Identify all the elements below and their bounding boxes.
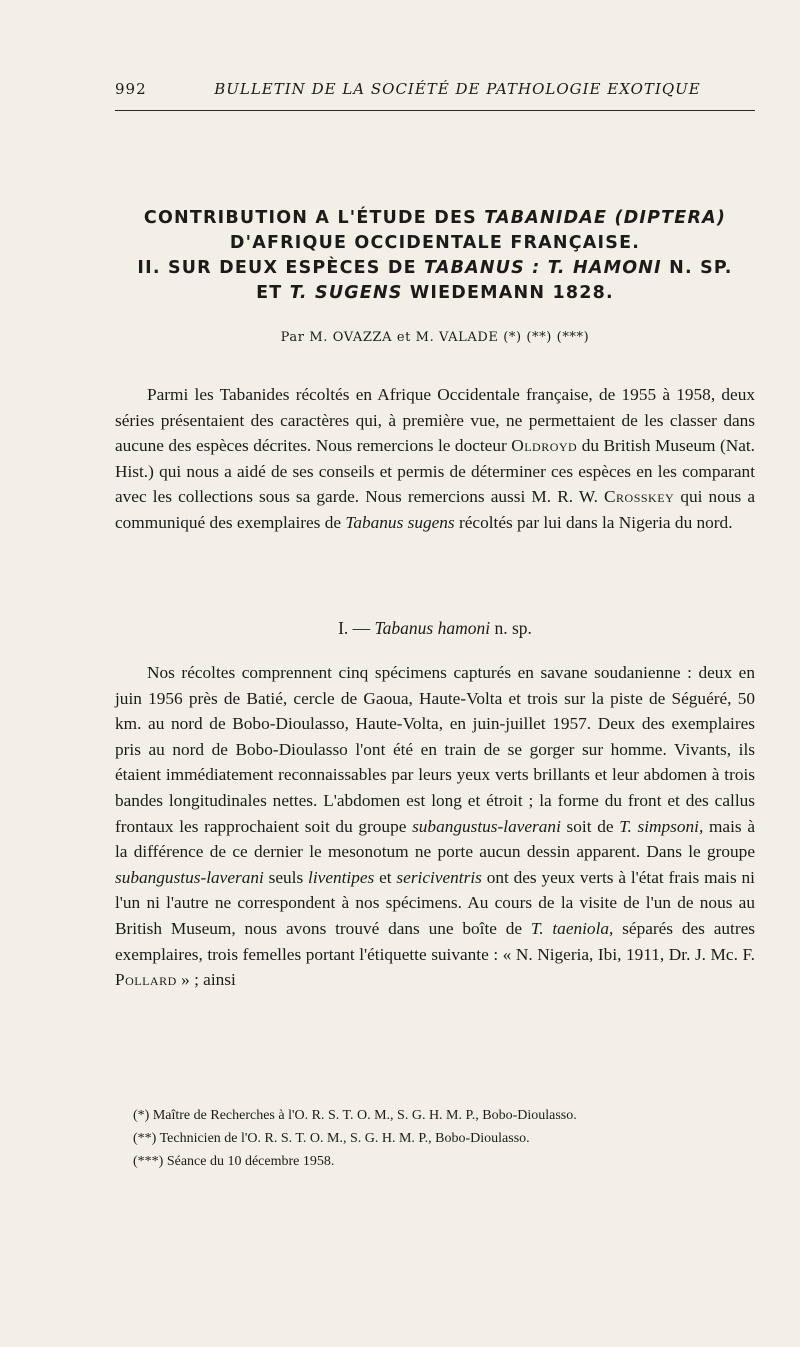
- section-heading: I. — Tabanus hamoni n. sp.: [338, 618, 532, 638]
- section-paragraph: Nos récoltes comprennent cinq spécimens capturés en savane soudanienne : deux en juin 1956 près de Batié, cercle de Gaoua, Haute-Volta et trois sur la piste de Séguéré, 50 km. au nord de Bobo-Dioulasso, Haute-Volta, en juin-juillet 1957. Deux des exemplaires pris au nord de Bobo-Dioulasso l'ont été en train de se gorger sur homme. Vivants, ils étaient immédiatement reconnaissables par leurs yeux verts brillants et leur abdomen à trois bandes longitudinales nettes. L'abdomen est long et étroit ; la forme du front et des callus frontaux les rapprochaient soit du groupe subangustus-laverani soit de T. simpsoni, mais à la différence de ce dernier le mesonotum ne porte aucun dessin apparent. Dans le groupe subangustus-laverani seuls liventipes et sericiventris ont des yeux verts à l'état frais mais ni l'un ni l'autre ne correspondent à nos spécimens. Au cours de la visite de l'un de nous au British Museum, nous avons trouvé dans une boîte de T. taeniola, séparés des autres exemplaires, trois femelles portant l'étiquette suivante : « N. Nigeria, Ibi, 1911, Dr. J. Mc. F. Pollard » ; ainsi: [115, 663, 755, 990]
- intro-paragraph: Parmi les Tabanides récoltés en Afrique Occidentale française, de 1955 à 1958, deux séries présentaient des caractères qui, à première vue, ne permettaient de les classer dans aucune des espèces décrites. Nous remercions le docteur Oldroyd du British Museum (Nat. Hist.) qui nous a aidé de ses conseils et permis de déterminer ces espèces en les comparant avec les collections sous sa garde. Nous remercions aussi M. R. W. Crosskey qui nous a communiqué des exemplaires de Tabanus sugens récoltés par lui dans la Nigeria du nord.: [115, 385, 756, 532]
- journal-title: BULLETIN DE LA SOCIÉTÉ DE PATHOLOGIE EXOTIQUE: [214, 80, 701, 98]
- running-header: [115, 80, 755, 98]
- header-rule: [115, 110, 755, 111]
- person-name: Pollard: [115, 970, 177, 990]
- title-line-3: II. SUR DEUX ESPÈCES DE TABANUS : T. HAMONI N. SP.: [137, 258, 733, 278]
- footnote-1: (*) Maître de Recherches à l'O. R. S. T. O. M., S. G. H. M. P., Bobo-Dioulasso.: [133, 1108, 577, 1123]
- footnote-3: (***) Séance du 10 décembre 1958.: [133, 1154, 335, 1169]
- page-number: 992: [115, 80, 147, 98]
- person-name: Crosskey: [604, 487, 675, 507]
- authors-line: Par M. OVAZZA et M. VALADE (*) (**) (***): [280, 330, 590, 345]
- footnotes: [115, 1105, 755, 1174]
- article-title: [115, 206, 755, 306]
- footnote-2: (**) Technicien de l'O. R. S. T. O. M., S. G. H. M. P., Bobo-Dioulasso.: [133, 1131, 530, 1146]
- person-name: Oldroyd: [511, 436, 578, 456]
- title-line-4: ET T. SUGENS WIEDEMANN 1828.: [256, 283, 614, 303]
- species-name: Tabanus sugens: [345, 512, 455, 532]
- title-line-1: CONTRIBUTION A L'ÉTUDE DES TABANIDAE (DIPTERA): [143, 208, 727, 228]
- title-line-2: D'AFRIQUE OCCIDENTALE FRANÇAISE.: [229, 233, 641, 253]
